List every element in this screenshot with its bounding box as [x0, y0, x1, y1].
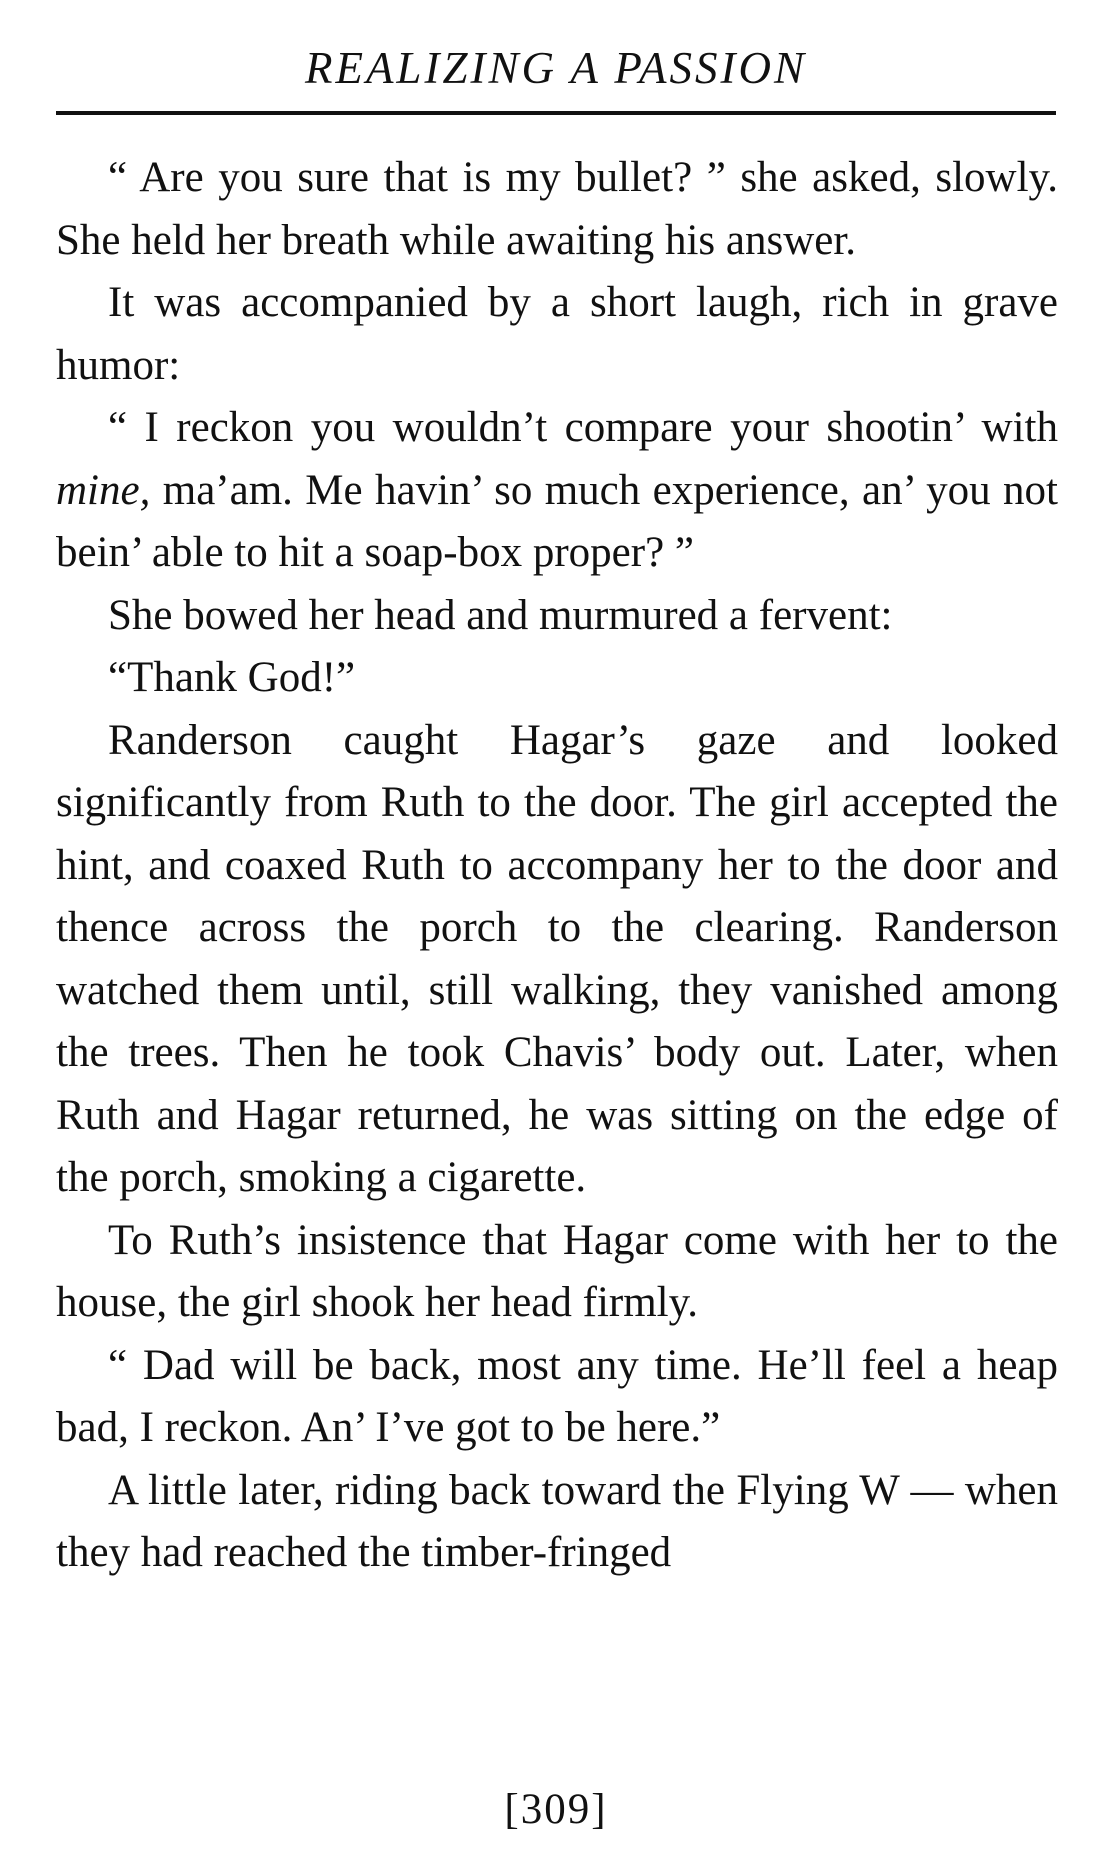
paragraph-bowed-head: She bowed her head and murmured a fervent: [108, 591, 893, 639]
shootin-text-before: “ I reckon you wouldn’t compare your shootin’ with [108, 404, 1058, 451]
paragraph-dad-back: “ Dad will be back, most any time. He’ll feel a heap bad, I reckon. An’ I’ve got to be here.” [56, 1341, 1058, 1451]
paragraph-randerson: Randerson caught Hagar’s gaze and looked significantly from Ruth to the door. The girl accepted the hint, and coaxed Ruth to accompany her to the door and thence across the porch to the clearing. Randerson watched them until, still walking, they vanished among the trees. Then he took Chavis’ body out. Later, when Ruth and Hagar returned, he was sitting on the edge of the porch, smoking a cigarette. [56, 716, 1058, 1201]
paragraph-short-laugh: It was accompanied by a short laugh, rich in grave humor: [56, 279, 1058, 389]
shootin-text-after: ma’am. Me havin’ so much experience, an’ you not bein’ able to hit a soap-box proper? ” [56, 466, 1058, 576]
header-rule [56, 111, 1056, 115]
paragraph-thank-god: “Thank God!” [108, 654, 356, 701]
paragraph-shootin [56, 397, 1058, 585]
page-number: [309] [504, 1786, 608, 1833]
paragraph-insistence: To Ruth’s insistence that Hagar come with her to the house, the girl shook her head firmly. [56, 1216, 1058, 1326]
emphasis-mine: mine, [56, 466, 151, 514]
paragraph-riding-back: A little later, riding back toward the Flying W — when they had reached the timber-fringed [56, 1466, 1058, 1576]
running-title: REALIZING A PASSION [304, 43, 808, 93]
page-body [56, 147, 1058, 1585]
paragraph-bullet-question: “ Are you sure that is my bullet? ” she asked, slowly. She held her breath while awaiting his answer. [56, 154, 1058, 264]
